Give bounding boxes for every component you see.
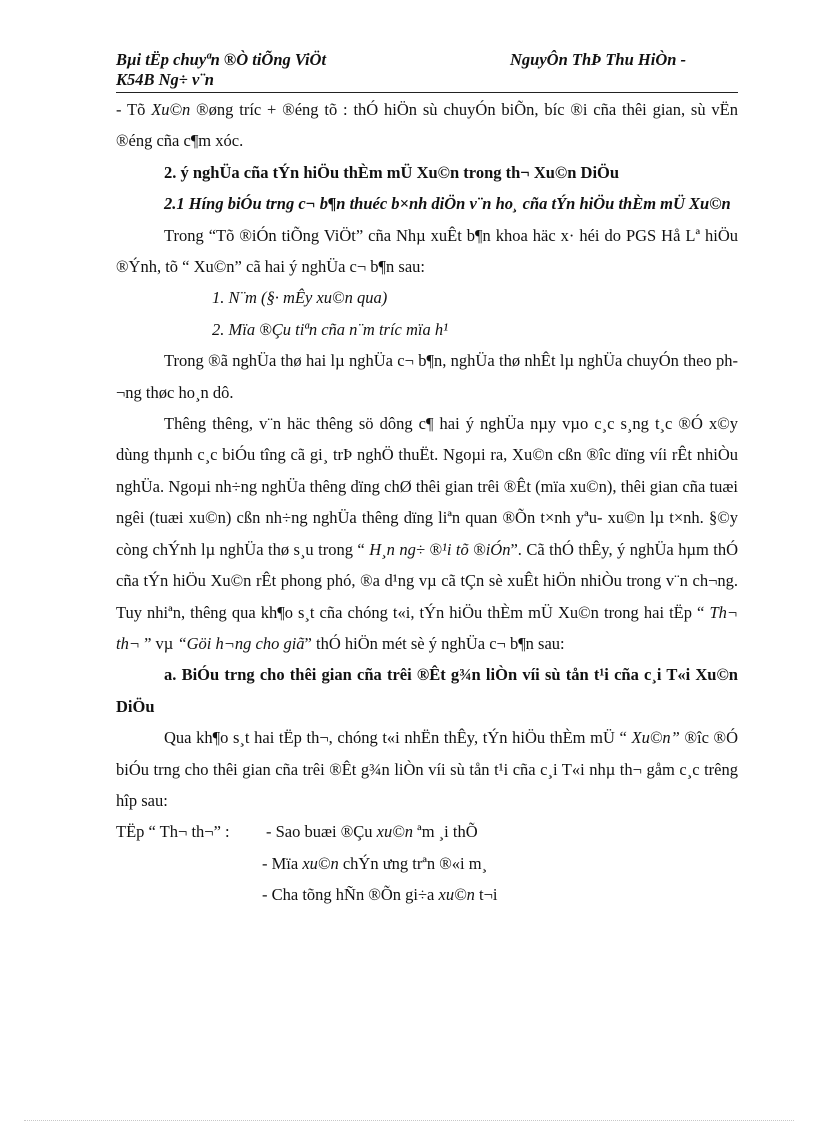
emphasis: “Göi h¬ng cho giã [177, 633, 305, 653]
header-rule [116, 92, 738, 93]
text-run: - Mïa [262, 853, 303, 873]
poem-line-2 [116, 848, 738, 879]
text-run: ” thÓ hiÖn mét sè ý nghÜa c¬ b¶n sau: [304, 633, 565, 653]
paragraph-meaning: Trong ®ã nghÜa thø hai lµ nghÜa c¬ b¶n, nghÜa thø nhÊt lµ nghÜa chuyÓn theo ph¬ng thøc ho¸n dô. [116, 351, 738, 402]
text-run: Qua kh¶o s¸t hai tËp th¬, chóng t«i nhËn thÊy, tÝn hiÖu thÈm mÜ “ [164, 728, 632, 748]
emphasis: xu©n [302, 853, 339, 873]
document-body [116, 94, 738, 911]
emphasis: Xu©n” [631, 728, 680, 748]
emphasis: Xu©n [151, 100, 191, 119]
header-class: K54B Ng÷ v¨n [116, 70, 214, 89]
text-run: - Sao buæi ®Çu [266, 822, 377, 842]
emphasis: H¸n ng÷ ®¹i tõ ®iÓn [369, 539, 511, 559]
paragraph-intro [116, 94, 738, 157]
paragraph-usage [116, 408, 738, 659]
collection-label: TËp “ Th¬ th¬” : [116, 822, 230, 842]
subheading-a: a. BiÓu trng cho thêi gian cña trêi ®Êt g¾n liÒn víi sù tån t¹i cña c¸i T«i Xu©n DiÖu [116, 665, 738, 716]
subsection-heading-2-1: 2.1 Híng biÓu trng c¬ b¶n thuéc b×nh diÖn v¨n ho¸ cña tÝn hiÖu thÈm mÜ Xu©n [164, 194, 731, 214]
emphasis: xu©n [438, 885, 475, 905]
header-author: NguyÔn ThÞ Thu HiÒn - [510, 50, 687, 69]
list-item-1: 1. N¨m (§· mÊy xu©n qua) [212, 288, 388, 308]
footer-dotted-rule [24, 1120, 794, 1121]
emphasis: Th¬ th¬ [116, 602, 738, 653]
emphasis: xu©n [376, 822, 414, 842]
header-course-title: Bµi tËp chuyªn ®Ò tiÕng ViÖt [116, 50, 327, 69]
poem-line-3 [116, 879, 738, 910]
paragraph-dictionary: Trong “Tõ ®iÓn tiÕng ViÖt” cña Nhµ xuÊt b¶n khoa häc x· héi do PGS Hå Lª hiÖu ®Ýnh, tõ “ Xu©n” cã hai ý nghÜa c¬ b¶n sau: [116, 225, 738, 277]
text-run: ”. Cã thÓ thÊy, ý nghÜa hµm thÓ cña tÝn hiÖu Xu©n rÊt phong phó, ®a d¹ng vµ cã tÇn sè xuÊt hiÖn nhiÒu trong v¨n ch¬ng. Tuy nhiªn, thêng qua kh¶o s¸t cña chóng t«i, tÝn hiÖu thÈm mÜ Xu©n trong hai tËp “ [116, 539, 739, 622]
text-run: Thêng thêng, v¨n häc thêng sö dông c¶ hai ý nghÜa nµy vµo c¸c s¸ng t¸c ®Ó x©y dùng thµnh c¸c biÓu tîng cã gi¸ trÞ nghÖ thuËt. Ngoµi ra, Xu©n cßn ®îc dïng víi rÊt nhiÒu nghÜa. Ngoµi nh÷ng nghÜa thêng dïng chØ thêi gian trêi ®Êt (mïa xu©n), thêi gian cña tuæi ngêi (tuæi xu©n) cßn nh÷ng nghÜa thêng dïng liªn quan ®Õn t×nh yªu- xu©n lµ t×nh. §©y còng chÝnh lµ nghÜa thø s¸u trong “ [116, 414, 738, 559]
text-run: ®îc ®Ó biÓu trng cho thêi gian cña trêi ®Êt g¾n liÒn víi sù tån t¹i cña c¸i T«i nhµ th¬ gåm c¸c trêng hîp sau: [116, 728, 738, 810]
text-run: t¬i [474, 885, 498, 905]
poem-line-1 [116, 816, 738, 847]
list-item-2: 2. Mïa ®Çu tiªn cña n¨m tríc mïa h¹ [212, 319, 449, 339]
paragraph-survey [116, 722, 738, 816]
text-run: - Tõ [116, 100, 152, 119]
text-run: chÝn ưng trªn ®«i m¸ [338, 853, 488, 873]
text-run: ®øng tríc + ®éng tõ : thÓ hiÖn sù chuyÓn biÕn, bíc ®i cña thêi gian, sù vËn ®éng cña c¶m xóc. [116, 100, 739, 151]
text-run: - Cha tõng hÑn ®Õn gi÷a [262, 885, 439, 905]
text-run: ªm ¸i thÕ [413, 822, 478, 842]
text-run: ” vµ [144, 633, 178, 653]
section-heading-2: 2. ý nghÜa cña tÝn hiÖu thÈm mÜ Xu©n trong th¬ Xu©n DiÖu [164, 162, 620, 182]
